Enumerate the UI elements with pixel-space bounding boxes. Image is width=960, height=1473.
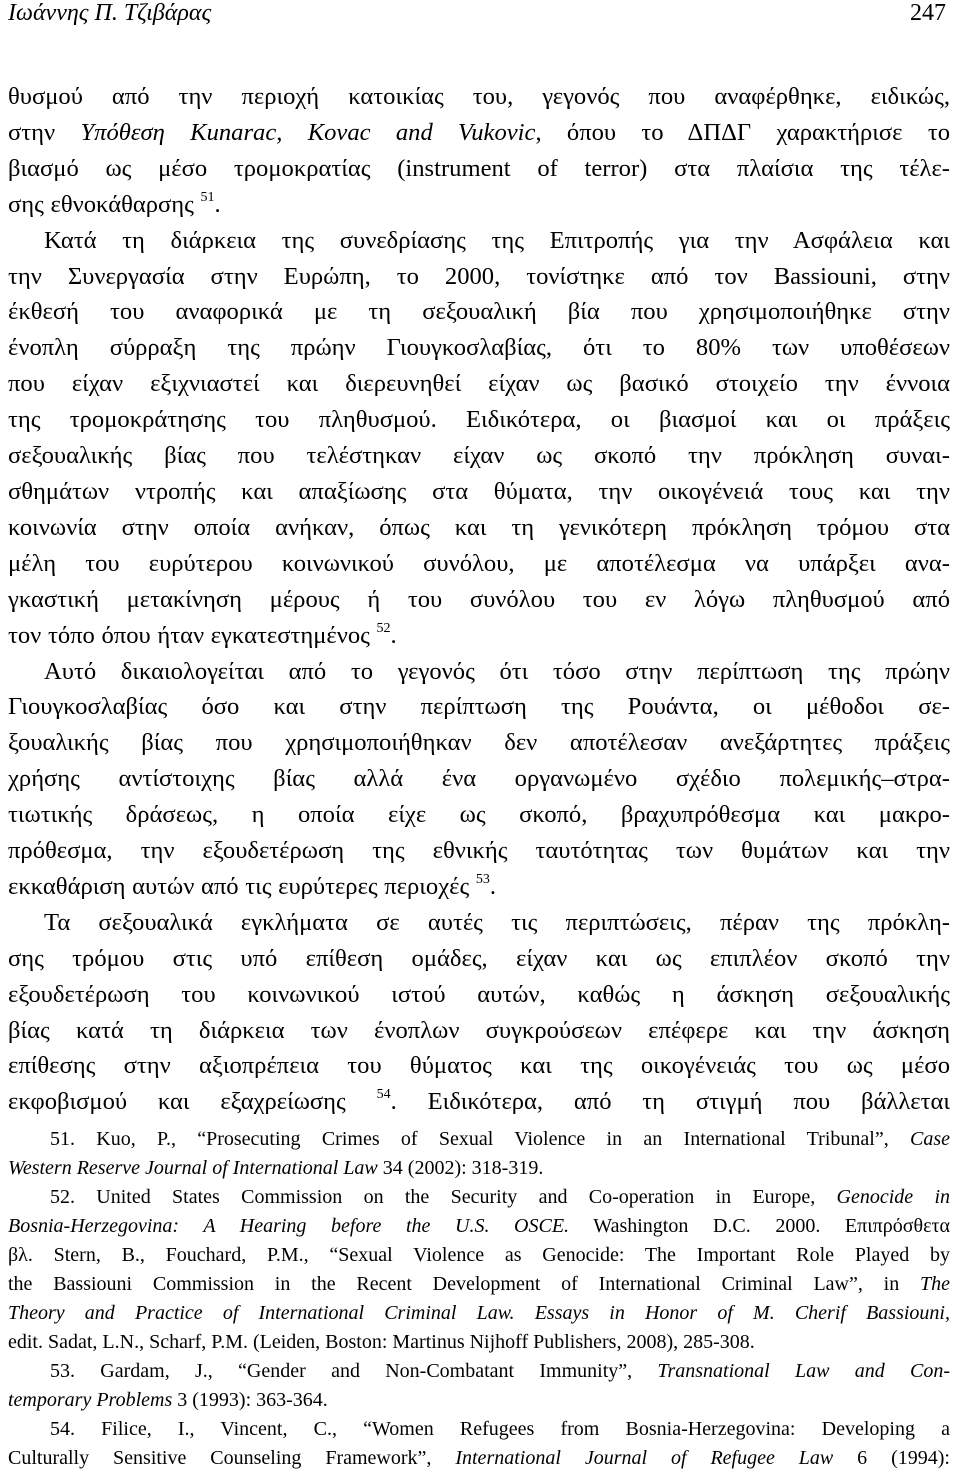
text-line: τιωτικής δράσεως, η οποία είχε ως σκοπό, βραχυπρόθεσμα και μακρο- — [8, 801, 950, 829]
footnote-line: Western Reserve Journal of International Law 34 (2002): 318-319. — [8, 1157, 544, 1179]
text-line: βίας κατά τη διάρκεια των ένοπλων συγκρούσεων επέφερε και την άσκηση — [8, 1016, 950, 1044]
text-line: Τα σεξουαλικά εγκλήματα σε αυτές τις περιπτώσεις, πέραν της πρόκλη- — [44, 908, 950, 936]
text-line: ένοπλη σύρραξη της πρώην Γιουγκοσλαβίας, ότι το 80% των υποθέσεων — [8, 334, 950, 362]
footnote-line: Bosnia-Herzegovina: A Hearing before the U.S. OSCE. Washington D.C. 2000. Επιπρόσθετα — [8, 1215, 950, 1237]
header-author: Ιωάννης Π. Τζιβάρας — [8, 0, 212, 26]
text-line: σης τρόμου στις υπό επίθεση ομάδες, είχαν και ως επιπλέον σκοπό την — [8, 944, 950, 972]
text-line: που είχαν εξιχνιαστεί και διερευνηθεί είχαν ως βασικό στοιχείο την έννοια — [8, 370, 950, 398]
text-line: τον τόπο όπου ήταν εγκατεστημένος $^{52}$. — [8, 620, 397, 649]
footnote-ref: 51 — [200, 189, 215, 205]
text-line: Γιουγκοσλαβίας όσο και στην περίπτωση της Ρουάντα, οι μέθοδοι σε- — [8, 693, 950, 721]
text-line: μέλη του ευρύτερου κοινωνικού συνόλου, με αποτέλεσμα να υπάρξει ανα- — [8, 549, 950, 577]
footnote-ref: 52 — [376, 620, 391, 636]
footnote-ref: 54 — [376, 1087, 391, 1103]
text-line: εκφοβισμού και εξαχρείωσης $^{54}$. Ειδικότερα, από τη στιγμή που βάλλεται — [8, 1087, 950, 1116]
footnote-line: Theory and Practice of International Criminal Law. Essays in Honor of M. Cherif Bassiouni, — [8, 1302, 950, 1324]
running-header — [8, 0, 946, 32]
text-line: σθημάτων ντροπής και απαξίωσης στα θύματα, την οικογένειά τους και την — [8, 477, 950, 505]
page-number: 247 — [910, 0, 946, 26]
footnote-line: 54. Filice, I., Vincent, C., “Women Refugees from Bosnia-Herzegovina: Developing a — [50, 1418, 950, 1440]
text-line: έκθεσή του αναφορικά με τη σεξουαλική βία που χρησιμοποιήθηκε στην — [8, 298, 950, 326]
footnote-line: βλ. Stern, B., Fouchard, P.M., “Sexual Violence as Genocide: The Important Role Played by — [8, 1244, 950, 1266]
text-line: την Συνεργασία στην Ευρώπη, το 2000, τονίστηκε από τον Bassiouni, στην — [8, 262, 950, 290]
text-line: εκκαθάριση αυτών από τις ευρύτερες περιοχές $^{53}$. — [8, 871, 497, 900]
text-line: χρήσης αντίστοιχης βίας αλλά ένα οργανωμένο σχέδιο πολεμικής–στρα- — [8, 765, 950, 793]
text-line: Αυτό δικαιολογείται από το γεγονός ότι τόσο στην περίπτωση της πρώην — [44, 657, 950, 685]
footnote-line: the Bassiouni Commission in the Recent Development of International Criminal Law”, in The — [8, 1273, 950, 1295]
footnotes — [8, 1125, 950, 1473]
footnote-line: 51. Kuo, P., “Prosecuting Crimes of Sexual Violence in an International Tribunal”, Case — [50, 1128, 950, 1150]
text-line: σης εθνοκάθαρσης $^{51}$. — [8, 189, 221, 218]
footnote-line: temporary Problems 3 (1993): 363-364. — [8, 1389, 328, 1411]
footnote-line: 53. Gardam, J., “Gender and Non-Combatant Immunity”, Transnational Law and Con- — [50, 1360, 950, 1382]
text-line: θυσμού από την περιοχή κατοικίας του, γεγονός που αναφέρθηκε, ειδικώς, — [8, 83, 950, 110]
text-line: Κατά τη διάρκεια της συνεδρίασης της Επιτροπής για την Ασφάλεια και — [44, 226, 950, 254]
text-line: εξουδετέρωση του κοινωνικού ιστού αυτών, καθώς η άσκηση σεξουαλικής — [8, 980, 950, 1008]
body-text — [8, 79, 950, 1120]
text-line: στην Υπόθεση Kunarac, Kovac and Vukovic, όπου το ΔΠΔΓ χαρακτήρισε το — [8, 118, 950, 146]
footnote-line: Culturally Sensitive Counseling Framework”, International Journal of Refugee Law 6 (1994): — [8, 1447, 950, 1469]
footnote-line: edit. Sadat, L.N., Scharf, P.M. (Leiden, Boston: Martinus Nijhoff Publishers, 2008), 285-308. — [8, 1331, 755, 1353]
text-line: ξουαλικής βίας που χρησιμοποιήθηκαν δεν αποτέλεσαν ανεξάρτητες πράξεις — [8, 729, 950, 757]
text-line: γκαστική μετακίνηση μέρους ή του συνόλου του εν λόγω πληθυσμού από — [8, 585, 950, 613]
text-line: πρόθεσμα, την εξουδετέρωση της εθνικής ταυτότητας των θυμάτων και την — [8, 837, 950, 865]
footnote-ref: 53 — [475, 871, 490, 887]
text-line: της τρομοκράτησης του πληθυσμού. Ειδικότερα, οι βιασμοί και οι πράξεις — [8, 406, 950, 434]
footnote-line: 52. United States Commission on the Security and Co-operation in Europe, Genocide in — [50, 1186, 951, 1208]
text-line: κοινωνία στην οποία ανήκαν, όπως και τη γενικότερη πρόκληση τρόμου στα — [8, 513, 950, 541]
text-line: σεξουαλικής βίας που τελέστηκαν είχαν ως σκοπό την πρόκληση συναι- — [8, 442, 950, 470]
text-line: επίθεσης στην αξιοπρέπεια του θύματος και της οικογένειάς του ως μέσο — [8, 1052, 950, 1080]
text-line: βιασμό ως μέσο τρομοκρατίας (instrument of terror) στα πλαίσια της τέλε- — [8, 154, 950, 182]
